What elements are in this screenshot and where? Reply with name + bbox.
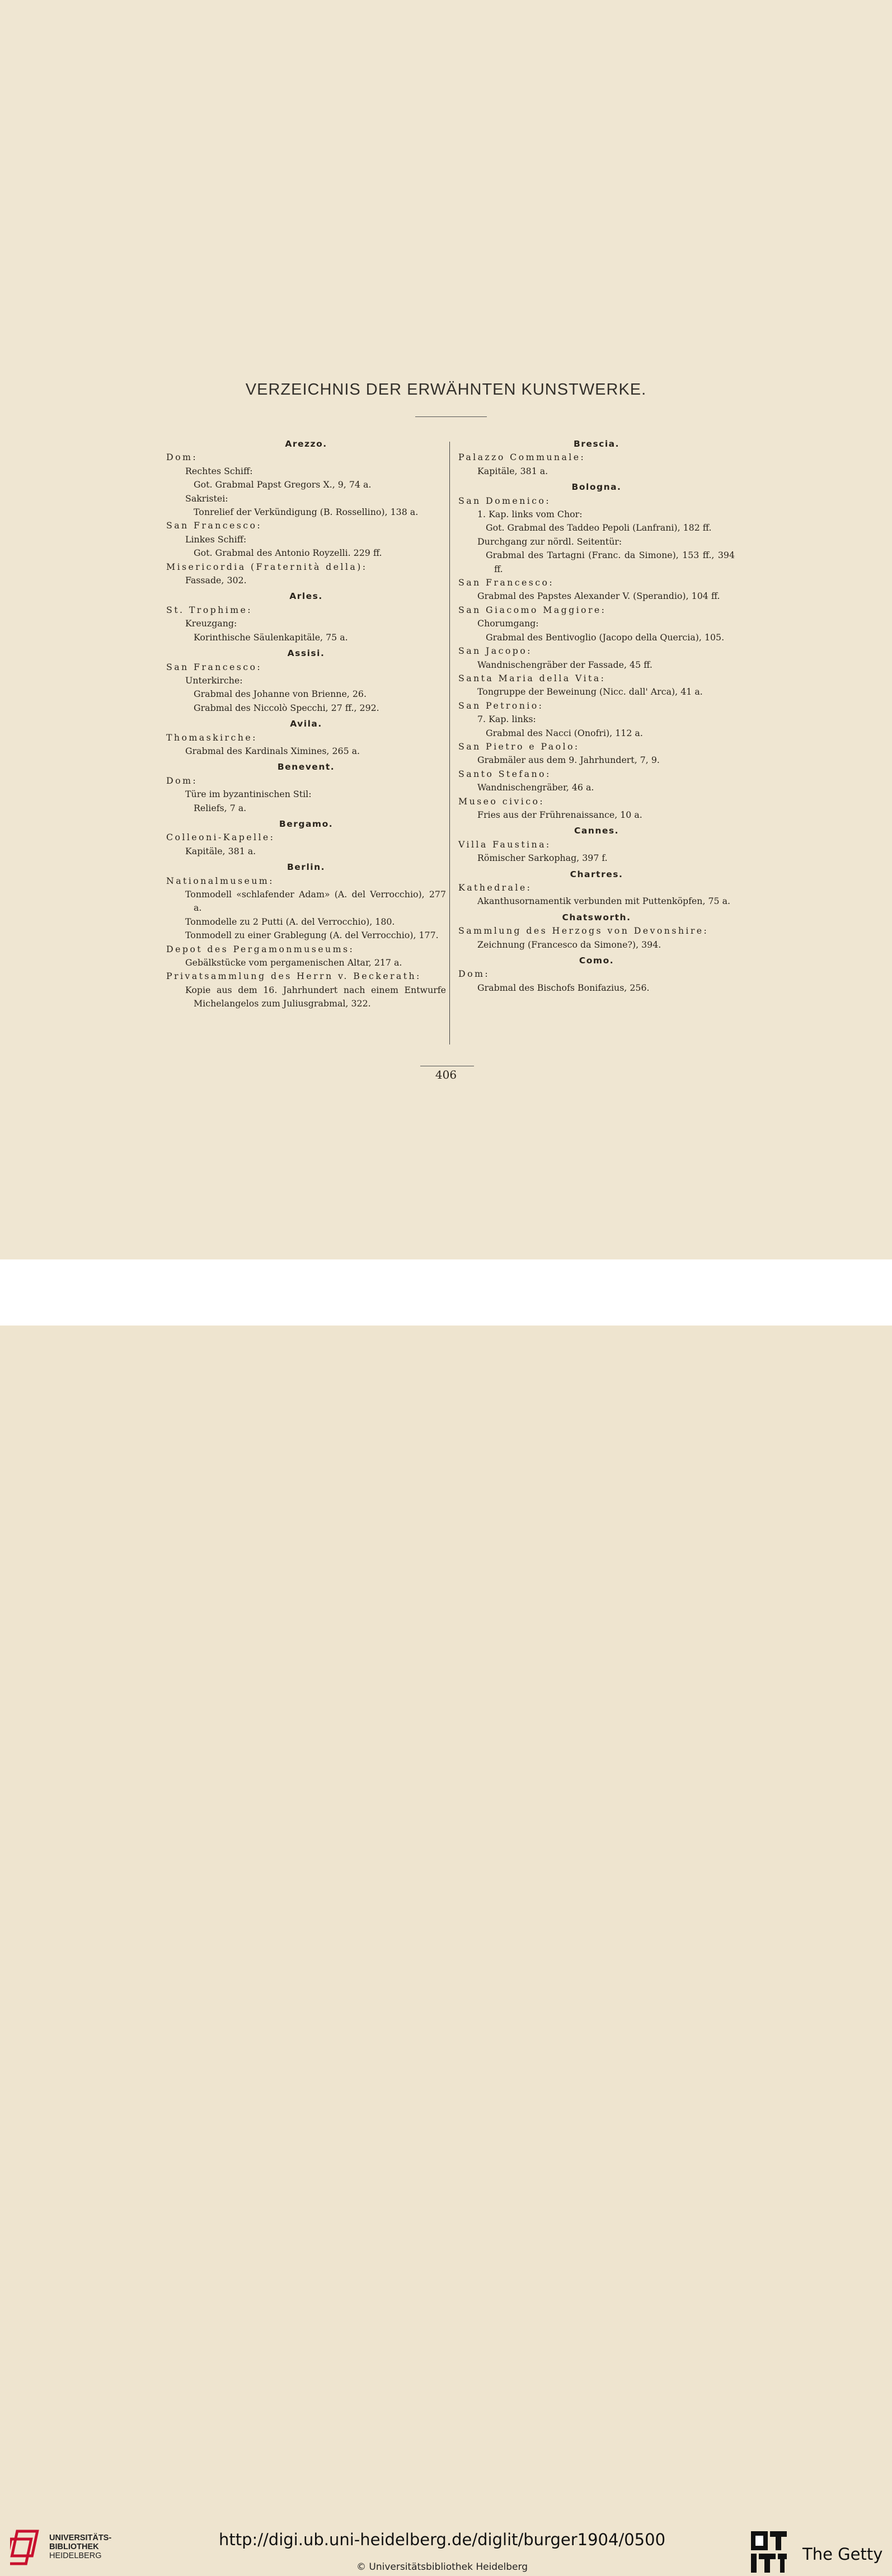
city-heading: Brescia. xyxy=(573,439,620,449)
sub-entry: Zeichnung (Francesco da Simone?), 394. xyxy=(477,939,661,950)
location-entry: Palazzo Communale: xyxy=(458,452,586,463)
location-entry: Dom: xyxy=(166,775,198,786)
location-entry: Villa Faustina: xyxy=(458,839,551,850)
city-heading: Cannes. xyxy=(574,826,619,836)
location-entry: Santo Stefano: xyxy=(458,768,551,779)
sub-entry: Tongruppe der Beweinung (Nicc. dall' Arca), 41 a. xyxy=(477,686,703,697)
sub-entry: Grabmal des Kardinals Ximines, 265 a. xyxy=(185,745,360,756)
artwork-entry: Tonmodell «schlafender Adam» (A. del Verrocchio), 277 a. xyxy=(185,889,446,914)
sub-entry: Wandnischengräber der Fassade, 45 ff. xyxy=(477,659,652,670)
title-rule xyxy=(415,416,487,417)
artwork-entry: Grabmal des Johanne von Brienne, 26. xyxy=(194,689,367,700)
library-line-2: BIBLIOTHEK xyxy=(49,2542,99,2551)
artwork-entry: Tonmodelle zu 2 Putti (A. del Verrocchio), 180. xyxy=(185,916,395,927)
city-heading: Arles. xyxy=(289,591,323,602)
location-entry: Santa Maria della Vita: xyxy=(458,672,606,683)
location-entry: San Francesco: xyxy=(166,661,262,672)
library-line-3: HEIDELBERG xyxy=(49,2551,102,2560)
location-entry: San Petronio: xyxy=(458,700,544,711)
location-entry: Misericordia (Fraternità della): xyxy=(166,561,368,572)
city-heading: Arezzo. xyxy=(285,439,327,449)
location-entry: San Jacopo: xyxy=(458,645,532,657)
sub-entry: Grabmal des Papstes Alexander V. (Sperandio), 104 ff. xyxy=(477,591,720,602)
city-heading: Bergamo. xyxy=(279,818,334,829)
location-entry: San Francesco: xyxy=(458,577,555,588)
sub-entry: Sakristei: xyxy=(185,493,228,504)
artwork-entry: Got. Grabmal Papst Gregors X., 9, 74 a. xyxy=(194,479,372,490)
university-library-name[interactable] xyxy=(49,2533,111,2560)
location-entry: Colleoni-Kapelle: xyxy=(166,832,275,843)
viewer-footer xyxy=(0,1259,892,2573)
column-divider xyxy=(449,442,450,1045)
location-entry: Depot des Pergamonmuseums: xyxy=(166,943,355,954)
sub-entry: Gebälkstücke vom pergamenischen Altar, 217 a. xyxy=(185,957,402,968)
copyright-notice: © Universitätsbibliothek Heidelberg xyxy=(356,2561,528,2573)
permalink-url[interactable]: http://digi.ub.uni-heidelberg.de/diglit/burger1904/0500 xyxy=(218,2530,666,2549)
artwork-entry: Kopie aus dem 16. Jahrhundert nach einem Entwurfe Michelangelos zum Juliusgrabmal, 322. xyxy=(185,984,446,1009)
artwork-entry: Akanthusornamentik verbunden mit Puttenköpfen, 75 a. xyxy=(477,896,731,907)
location-entry: Sammlung des Herzogs von Devonshire: xyxy=(458,925,709,936)
artwork-entry: Reliefs, 7 a. xyxy=(194,802,247,813)
index-column-right xyxy=(458,437,735,995)
artwork-entry: Tonmodell zu einer Grablegung (A. del Verrocchio), 177. xyxy=(185,930,439,941)
sub-entry: Chorumgang: xyxy=(477,618,539,629)
sub-entry: Fries aus der Frührenaissance, 10 a. xyxy=(477,809,642,820)
city-heading: Benevent. xyxy=(277,762,335,772)
location-entry: Museo civico: xyxy=(458,795,545,807)
getty-name[interactable]: The Getty xyxy=(802,2545,883,2564)
artwork-entry: Grabmal des Bentivoglio (Jacopo della Quercia), 105. xyxy=(486,631,725,643)
artwork-entry: Tonrelief der Verkündigung (B. Rossellino), 138 a. xyxy=(194,507,419,518)
location-entry: San Domenico: xyxy=(458,495,551,506)
location-entry: San Pietro e Paolo: xyxy=(458,741,580,752)
city-heading: Chatsworth. xyxy=(562,912,631,922)
index-column-left xyxy=(166,437,446,1011)
city-heading: Avila. xyxy=(290,719,322,729)
location-entry: Dom: xyxy=(458,968,490,980)
location-entry: San Giacomo Maggiore: xyxy=(458,604,607,615)
sub-entry: Kapitäle, 381 a. xyxy=(185,845,256,856)
sub-entry: Linkes Schiff: xyxy=(185,533,247,545)
sub-entry: Fassade, 302. xyxy=(185,575,247,586)
artwork-entry: Korinthische Säulenkapitäle, 75 a. xyxy=(194,631,348,643)
artwork-entry: Grabmal des Nacci (Onofri), 112 a. xyxy=(486,727,643,738)
sub-entry: 1. Kap. links vom Chor: xyxy=(477,509,583,520)
artwork-entry: Grabmal des Tartagni (Franc. da Simone), 153 ff., 394 ff. xyxy=(486,550,735,574)
artwork-entry: Got. Grabmal des Taddeo Pepoli (Lanfrani), 182 ff. xyxy=(486,522,712,533)
sub-entry: Kapitäle, 381 a. xyxy=(477,465,548,476)
location-entry: Thomaskirche: xyxy=(166,732,257,743)
sub-entry: Kreuzgang: xyxy=(185,618,237,629)
artwork-entry: Grabmal des Niccolò Specchi, 27 ff., 292. xyxy=(194,702,379,713)
location-entry: Kathedrale: xyxy=(458,882,532,893)
artwork-entry: Got. Grabmal des Antonio Royzelli. 229 ff. xyxy=(194,547,382,559)
city-heading: Assisi. xyxy=(287,648,325,659)
location-entry: St. Trophime: xyxy=(166,604,252,615)
city-heading: Como. xyxy=(579,956,614,966)
location-entry: Dom: xyxy=(166,452,198,463)
scanned-page xyxy=(0,0,892,1259)
sub-entry: Grabmäler aus dem 9. Jahrhundert, 7, 9. xyxy=(477,755,660,766)
sub-entry: Durchgang zur nördl. Seitentür: xyxy=(477,536,622,547)
city-heading: Berlin. xyxy=(287,862,326,873)
page-number: 406 xyxy=(435,1068,457,1081)
location-entry: Privatsammlung des Herrn v. Beckerath: xyxy=(166,971,421,982)
sub-entry: Unterkirche: xyxy=(185,675,243,686)
city-heading: Chartres. xyxy=(570,869,623,879)
sub-entry: Türe im byzantinischen Stil: xyxy=(185,789,312,800)
sub-entry: Rechtes Schiff: xyxy=(185,465,253,476)
page-title: VERZEICHNIS DER ERWÄHNTEN KUNSTWERKE. xyxy=(245,381,647,399)
city-heading: Bologna. xyxy=(571,482,622,493)
location-entry: Nationalmuseum: xyxy=(166,875,274,886)
university-library-logo-icon[interactable] xyxy=(10,2528,41,2567)
sub-entry: Römischer Sarkophag, 397 f. xyxy=(477,853,608,864)
sub-entry: 7. Kap. links: xyxy=(477,714,536,725)
location-entry: San Francesco: xyxy=(166,520,262,531)
sub-entry: Grabmal des Bischofs Bonifazius, 256. xyxy=(477,982,650,993)
library-line-1: UNIVERSITÄTS- xyxy=(49,2533,112,2542)
getty-logo-icon[interactable] xyxy=(750,2530,789,2576)
sub-entry: Wandnischengräber, 46 a. xyxy=(477,782,594,793)
